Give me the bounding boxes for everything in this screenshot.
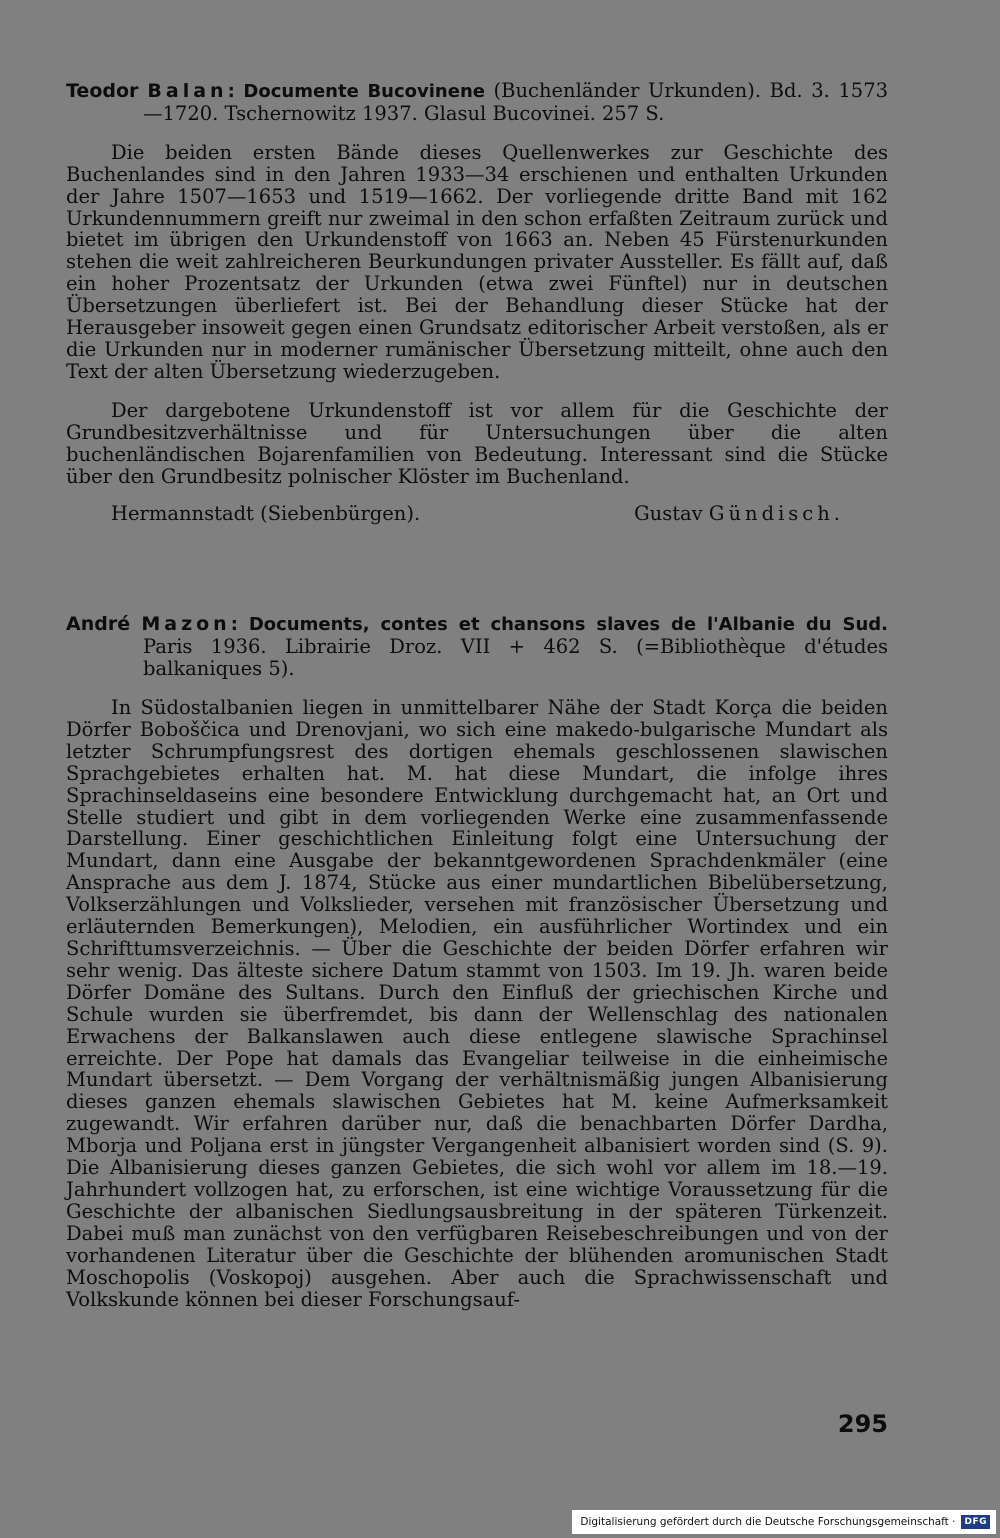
page-number: 295 bbox=[837, 1410, 888, 1438]
review-heading bbox=[66, 613, 888, 680]
credit-text: Digitalisierung gefördert durch die Deutsche Forschungsgemeinschaft · bbox=[580, 1516, 956, 1528]
book-details: Paris 1936. Librairie Droz. VII + 462 S. (=Bibliothèque d'études balkaniques 5). bbox=[143, 635, 888, 681]
digitization-credit bbox=[572, 1510, 996, 1534]
signature-place: Hermannstadt (Siebenbürgen). bbox=[111, 502, 421, 526]
review-mazon bbox=[66, 613, 888, 1310]
review-signature bbox=[66, 503, 888, 525]
title-separator: : bbox=[227, 81, 244, 102]
review-paragraph: Der dargebotene Urkundenstoff ist vor allem für die Geschichte der Grundbesitzverhältnisse und für Untersuchungen über die alten buchenländischen Bojarenfamilien von Bedeutung. Interessant sind die Stücke über den Grundbesitz polnischer Klöster im Buchenland. bbox=[66, 398, 888, 488]
dfg-logo: DFG bbox=[961, 1515, 990, 1529]
author-first-name: Teodor bbox=[66, 80, 148, 102]
review-paragraph: In Südostalbanien liegen in unmittelbarer Nähe der Stadt Korça die beiden Dörfer Boboščica und Drenovjani, wo sich eine makedo-bulgarische Mundart als letzter Schrumpfungsrest des dortigen ehemals geschlossenen slawischen Sprachgebietes erhalten hat. M. hat diese Mundart, die infolge ihres Sprachinseldaseins eine besondere Entwicklung durchgemacht hat, an Ort und Stelle studiert und gibt in dem vorliegenden Werke eine zusammenfassende Darstellung. Einer geschichtlichen Einleitung folgt eine Untersuchung der Mundart, dann eine Ausgabe der bekanntgewordenen Sprachdenkmäler (eine Ansprache aus dem J. 1874, Stücke aus einer mundartlichen Bibelübersetzung, Volkserzählungen und Volkslieder, versehen mit französischer Übersetzung und erläuternden Bemerkungen), Melodien, ein ausführlicher Wortindex und ein Schrifttumsverzeichnis. — Über die Geschichte der beiden Dörfer erfahren wir sehr wenig. Das älteste sichere Datum stammt von 1503. Im 19. Jh. waren beide Dörfer Domäne des Sultans. Durch den Einfluß der griechischen Kirche und Schule wurden sie überfremdet, bis dann der Wellenschlag des nationalen Erwachens der Balkanslawen auch diese entlegene slawische Sprachinsel erreichte. Der Pope hat damals das Evangeliar teilweise in die einheimische Mundart übersetzt. — Dem Vorgang der verhältnismäßig jungen Albanisierung dieses ganzen ehemals slawischen Gebietes hat M. keine Aufmerksamkeit zugewandt. Wir erfahren darüber nur, daß die benachbarten Dörfer Dardha, Mborja und Poljana erst in jüngster Vergangenheit albanisiert worden sind (S. 9). Die Albanisierung dieses ganzen Gebietes, die sich wohl vor allem im 18.—19. Jahrhundert vollzogen hat, zu erforschen, ist eine wichtige Voraussetzung für die Geschichte der albanischen Siedlungsausbreitung in der späteren Türkenzeit. Dabei muß man zunächst von den verfügbaren Reisebeschreibungen und von der vorhandenen Literatur über die Geschichte der blühenden aromunischen Stadt Moschopolis (Voskopoj) ausgehen. Aber auch die Sprachwissenschaft und Volkskunde können bei dieser Forschungsauf- bbox=[66, 696, 888, 1311]
document-page bbox=[66, 80, 888, 1310]
review-heading bbox=[66, 80, 888, 125]
book-details: (Buchenländer Urkunden). Bd. 3. 1573—1720. Tschernowitz 1937. Glasul Bucovinei. 257 S. bbox=[143, 79, 889, 125]
book-title: Documents, contes et chansons slaves de l'Albanie du Sud. bbox=[248, 614, 889, 636]
author-last-name: Mazon bbox=[141, 613, 231, 636]
author-last-name: Balan bbox=[147, 80, 228, 102]
book-title: Documente Bucovinene bbox=[243, 81, 485, 102]
review-balan bbox=[66, 80, 888, 525]
signer-last-name: Gündisch. bbox=[708, 502, 844, 526]
signature-name bbox=[634, 503, 844, 525]
signer-first-name: Gustav bbox=[634, 502, 709, 526]
review-paragraph: Die beiden ersten Bände dieses Quellenwerkes zur Geschichte des Buchenlandes sind in den Jahren 1933—34 erschienen und enthalten Urkunden der Jahre 1507—1653 und 1519—1662. Der vorliegende dritte Band mit 162 Urkundennummern greift nur zweimal in den schon erfaßten Zeitraum zurück und bietet im übrigen den Urkundenstoff von 1663 an. Neben 45 Fürstenurkunden stehen die weit zahlreicheren Beurkundungen privater Aussteller. Es fällt auf, daß ein hoher Prozentsatz der Urkunden (etwa zwei Fünftel) nur in deutschen Übersetzungen überliefert ist. Bei der Behandlung dieser Stücke hat der Herausgeber insoweit gegen einen Grundsatz editorischer Arbeit verstoßen, als er die Urkunden nur in moderner rumänischer Übersetzung mitteilt, ohne auch den Text der alten Übersetzung wiederzugeben. bbox=[66, 140, 888, 383]
title-separator: : bbox=[230, 614, 249, 636]
author-first-name: André bbox=[66, 613, 142, 636]
